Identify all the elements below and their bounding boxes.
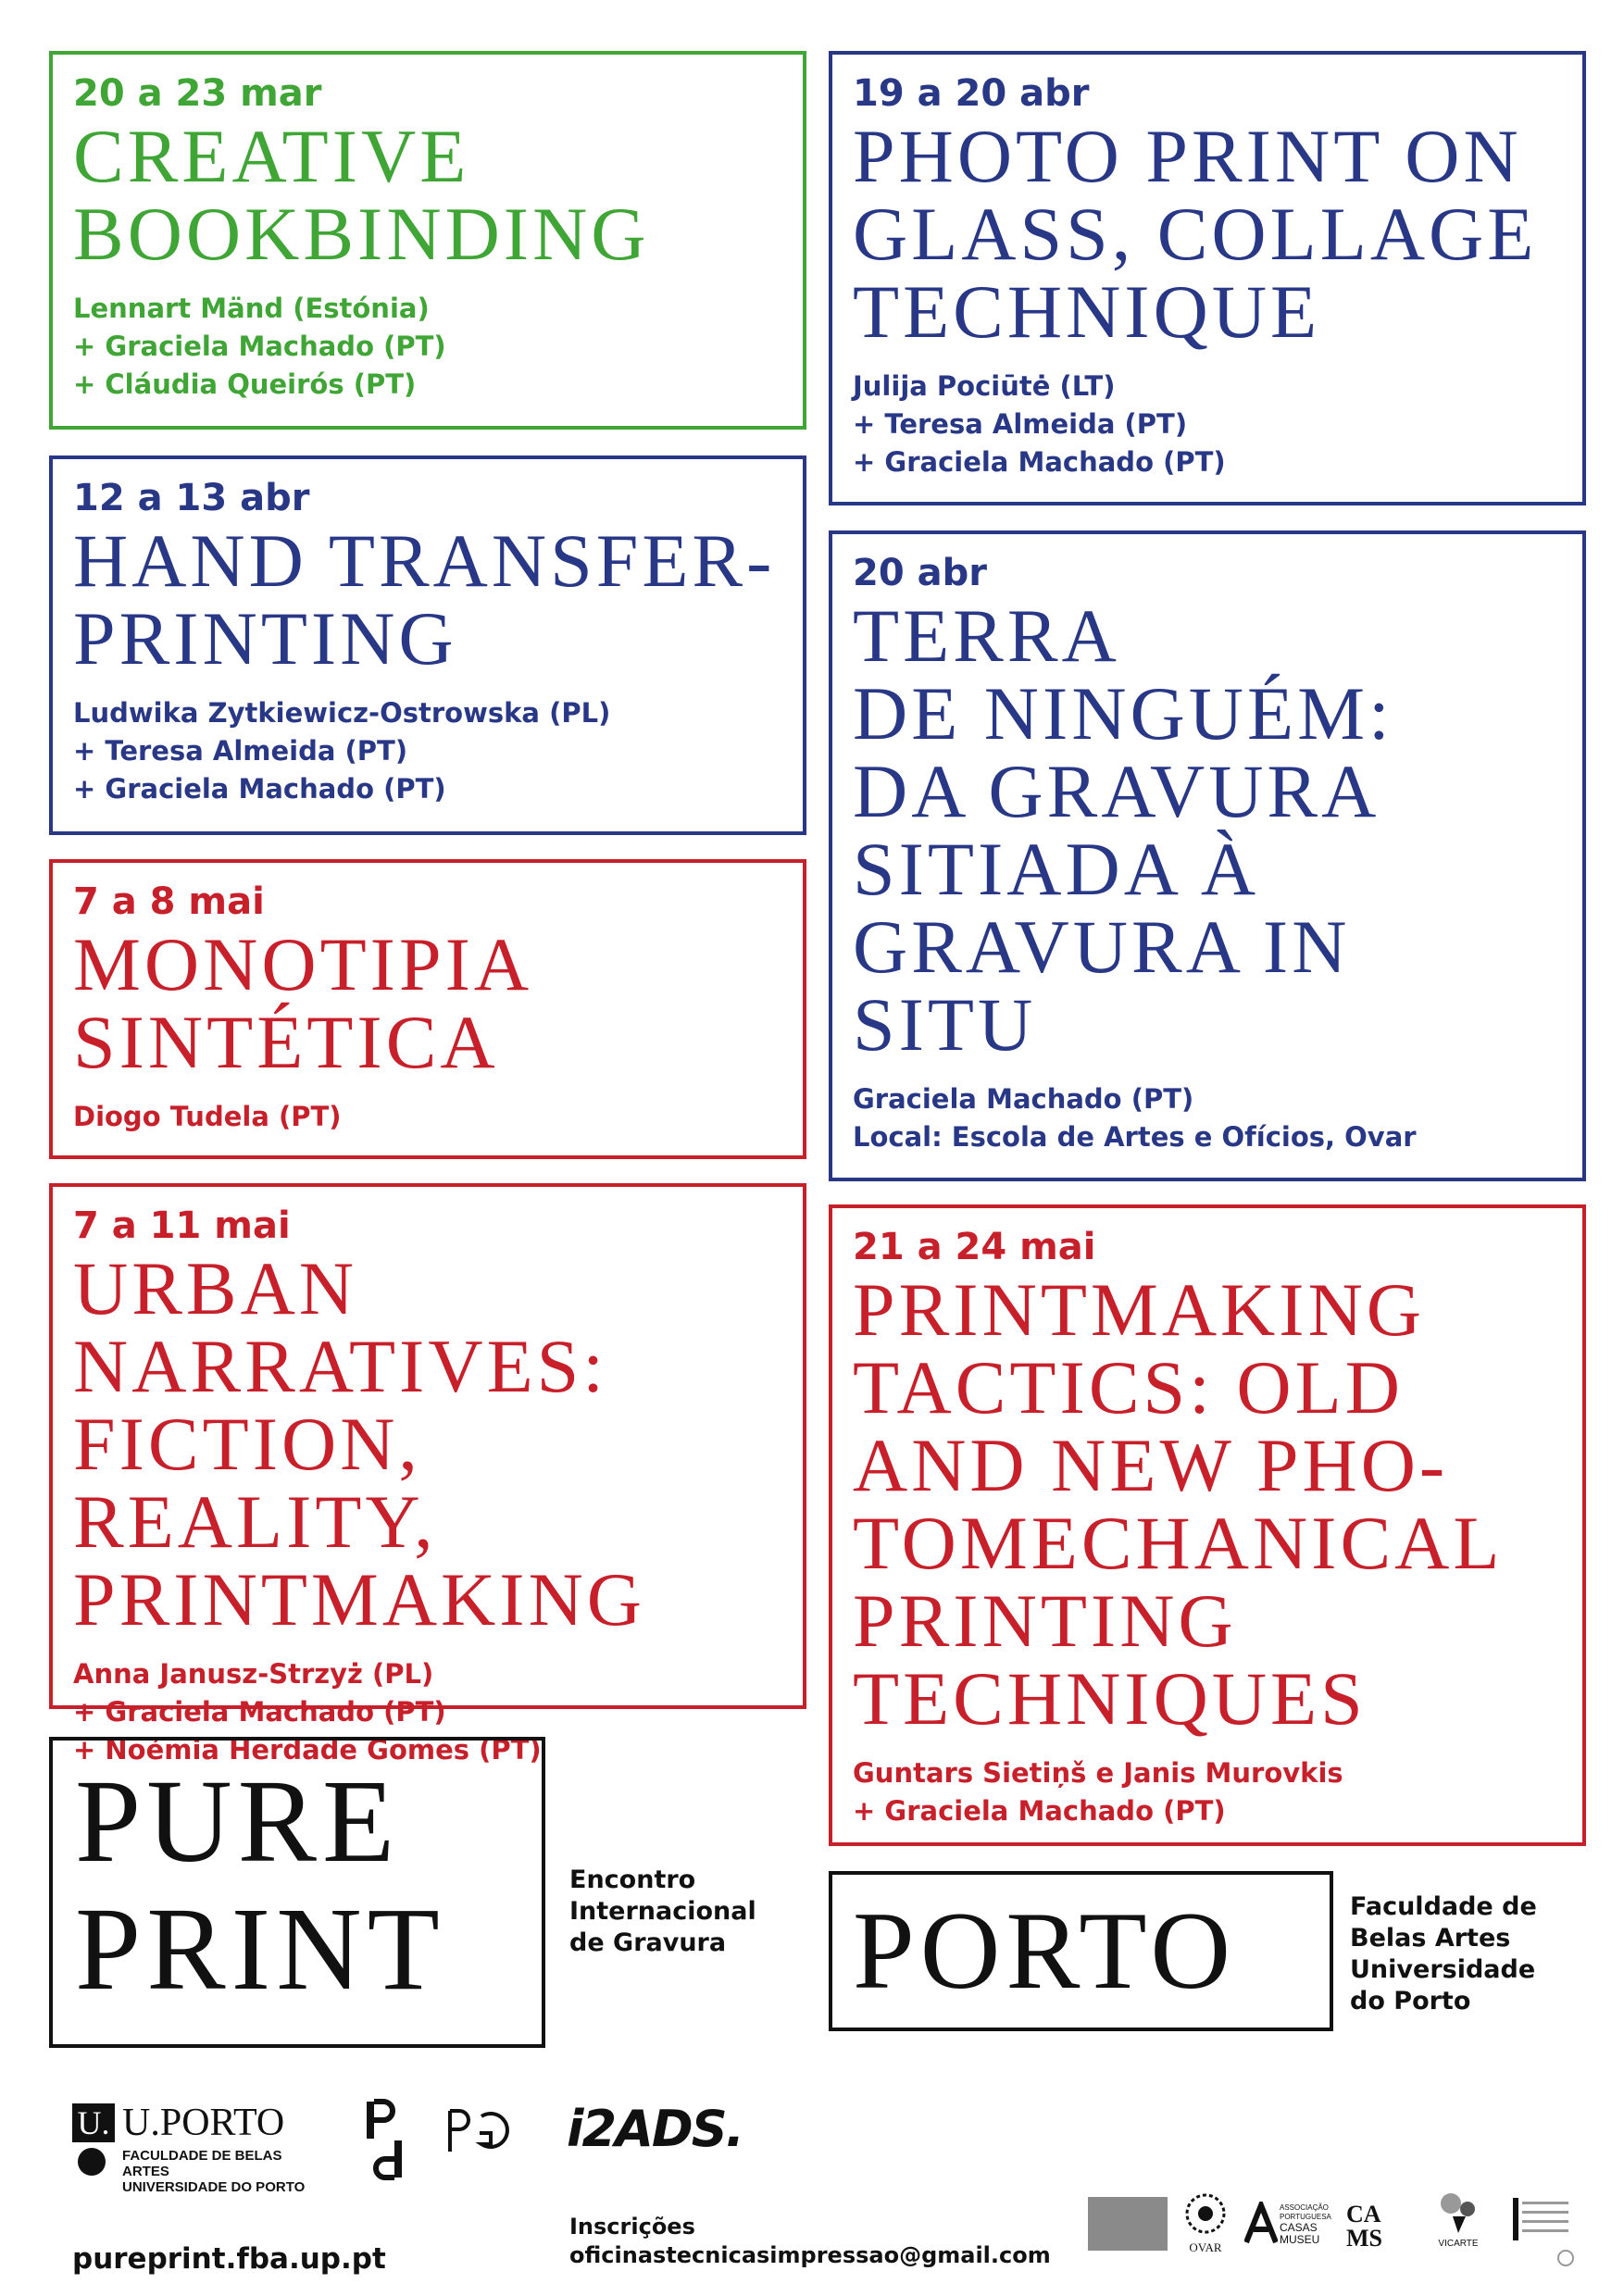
- event-card-photo-print-on-glass: [829, 51, 1586, 505]
- event-card-monotipia-sintetica: [49, 859, 806, 1159]
- vicarte-logo: VICARTE: [1426, 2190, 1491, 2265]
- uporto-wordmark: U.PORTO: [122, 2102, 285, 2144]
- pg-monogram-icon: [444, 2103, 518, 2159]
- event-title: CREATIVE BOOKBINDING: [73, 114, 650, 276]
- event-date: 7 a 8 mai: [73, 880, 265, 923]
- svg-text:MS: MS: [1346, 2225, 1382, 2252]
- uporto-subtitle: FACULDADE DE BELAS ARTES UNIVERSIDADE DO PORTO: [122, 2148, 306, 2195]
- svg-text:CA: CA: [1346, 2201, 1381, 2227]
- event-title: PRINTMAKING TACTICS: OLD AND NEW PHO- TOMECHANICAL PRINTING TECHNIQUES: [853, 1267, 1504, 1741]
- faculty-caption: Faculdade de Belas Artes Universidade do Porto: [1350, 1892, 1537, 2015]
- camas-logo: [1344, 2200, 1402, 2252]
- event-card-printmaking-tactics: [829, 1204, 1586, 1846]
- patrimonio-cultural-badge: [1088, 2197, 1168, 2251]
- uporto-research-logo: [1513, 2198, 1572, 2268]
- pure-print-logo: PURE PRINT: [49, 1737, 545, 2048]
- event-title: URBAN NARRATIVES: FICTION, REALITY, PRINTMAKING: [73, 1246, 645, 1641]
- event-date: 20 abr: [853, 552, 987, 594]
- event-people: Graciela Machado (PT) Local: Escola de Artes e Ofícios, Ovar: [853, 1083, 1417, 1153]
- event-date: 12 a 13 abr: [73, 477, 310, 519]
- event-card-urban-narratives: [49, 1183, 806, 1766]
- event-people: Ludwika Zytkiewicz-Ostrowska (PL) + Teresa Almeida (PT) + Graciela Machado (PT): [73, 697, 611, 805]
- event-title: PHOTO PRINT ON GLASS, COLLAGE TECHNIQUE: [853, 114, 1538, 354]
- fba-seal-icon: [78, 2148, 106, 2176]
- event-title: TERRA DE NINGUÉM: DA GRAVURA SITIADA À GRAVURA IN SITU: [853, 593, 1393, 1067]
- event-date: 21 a 24 mai: [853, 1226, 1096, 1268]
- event-people: Lennart Mänd (Estónia) + Graciela Machado (PT) + Cláudia Queirós (PT): [73, 293, 446, 400]
- event-people: Diogo Tudela (PT): [73, 1101, 342, 1132]
- casas-museu-logo: ASSOCIAÇÃO PORTUGUESA CASAS MUSEU: [1244, 2202, 1324, 2248]
- u-square-icon: U.: [72, 2103, 115, 2142]
- event-card-terra-de-ninguem: [829, 530, 1586, 1181]
- event-people: Anna Janusz-Strzyż (PL) + Graciela Machado (PT) + Noémia Herdade Gomes (PT): [73, 1658, 542, 1766]
- event-title: MONOTIPIA SINTÉTICA: [73, 922, 533, 1084]
- event-card-hand-transfer-printing: [49, 455, 806, 835]
- event-date: 19 a 20 abr: [853, 72, 1090, 115]
- email-link[interactable]: oficinastecnicasimpressao@gmail.com: [569, 2242, 1051, 2268]
- porto-logo: PORTO: [829, 1871, 1333, 2031]
- event-people: Julija Pociūtė (LT) + Teresa Almeida (PT) + Graciela Machado (PT): [853, 370, 1226, 478]
- i2ads-logo: i2ADS.: [567, 2100, 743, 2158]
- website-link[interactable]: pureprint.fba.up.pt: [72, 2242, 386, 2276]
- inscricoes-label: Inscrições: [569, 2214, 695, 2240]
- pp-monogram-icon: [359, 2098, 415, 2181]
- event-date: 20 a 23 mar: [73, 72, 322, 115]
- event-date: 7 a 11 mai: [73, 1204, 291, 1247]
- ovar-logo: OVAR: [1178, 2190, 1233, 2265]
- pure-print-caption: Encontro Internacional de Gravura: [569, 1866, 756, 1957]
- event-title: HAND TRANSFER- PRINTING: [73, 518, 776, 680]
- uporto-logo: [72, 2102, 331, 2195]
- event-people: Guntars Sietiņš e Janis Murovkis + Graciela Machado (PT): [853, 1757, 1343, 1827]
- event-card-creative-bookbinding: [49, 51, 806, 430]
